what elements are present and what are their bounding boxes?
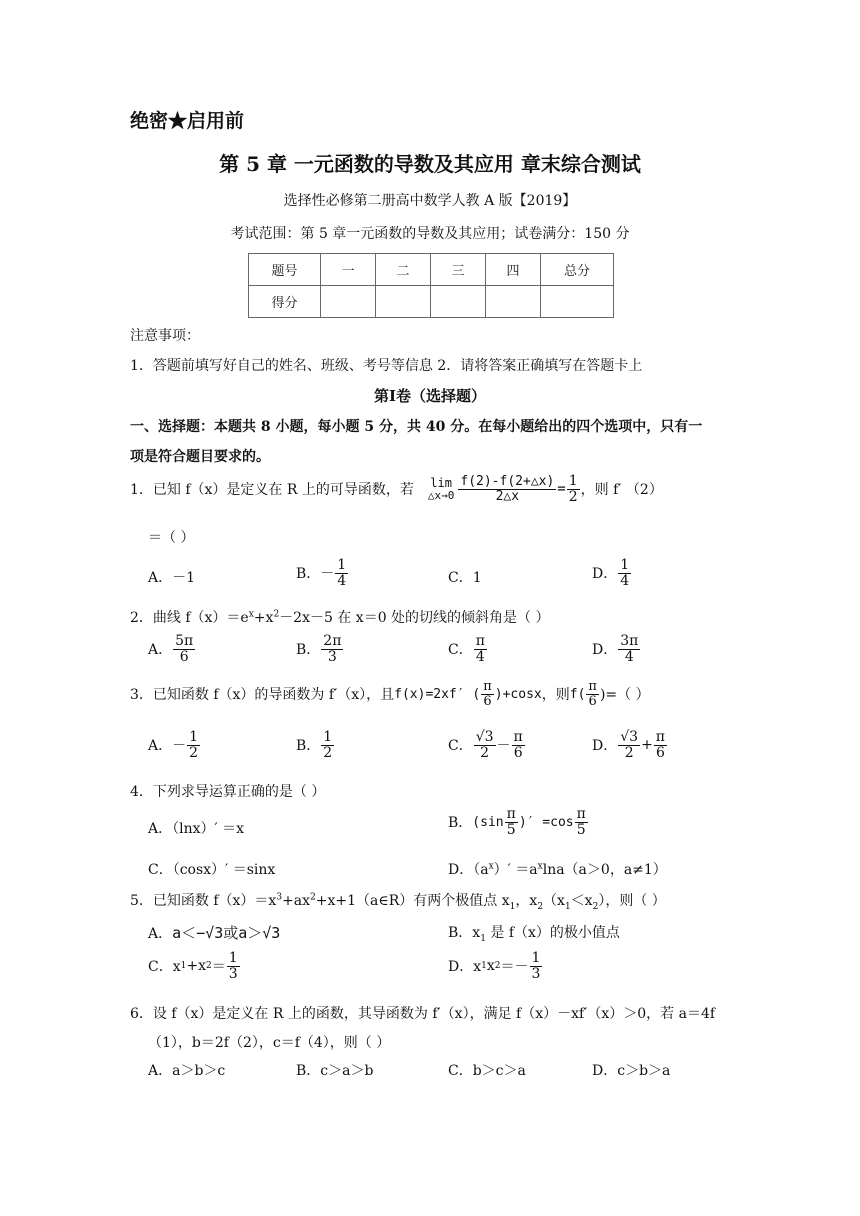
q2-option-b — [296, 634, 344, 664]
notes-title: 注意事项： — [130, 328, 200, 344]
frac-num: π — [576, 806, 586, 822]
frac-den: 2 — [480, 744, 490, 761]
q5-option-a — [148, 922, 280, 943]
q1-option-b-label: B． — [296, 566, 321, 583]
section1-line1: 一、选择题：本题共 8 小题，每小题 5 分，共 40 分。在每小题给出的四个选项中，只有一 — [130, 419, 703, 435]
question-3-stem — [130, 680, 650, 708]
q3-option-c-op: － — [496, 738, 511, 755]
q2-option-d-frac — [618, 634, 640, 664]
q1-eq: = — [557, 481, 566, 498]
question-6-line2: （1），b＝2f（2），c＝f（4），则（ ） — [148, 1035, 391, 1051]
q1-option-a: A．－1 — [148, 570, 196, 586]
q1-frac-den: 2△x — [495, 488, 520, 504]
q1-option-b-frac — [335, 558, 348, 588]
q3-expr3: f( — [569, 686, 586, 702]
q4-d-sup: x — [488, 861, 494, 872]
frac-num: π — [655, 729, 665, 745]
q4-option-b — [448, 807, 589, 837]
q3-option-b — [296, 730, 335, 760]
q5-option-d — [448, 951, 543, 981]
q1-frac-num: f(2)-f(2+△x) — [460, 474, 555, 490]
q3-option-a — [148, 730, 201, 760]
q2-sup2: 2 — [273, 609, 280, 620]
q5-b: +ax — [282, 893, 311, 909]
q1-post: ，则 f′ （2） — [580, 482, 663, 499]
q3-mid: ，则 — [541, 687, 570, 704]
score-header-cell: 题号 — [249, 254, 321, 286]
q1-lim: lim — [430, 475, 452, 490]
q1-option-b-sign: － — [320, 566, 335, 583]
score-cell — [431, 286, 486, 318]
q5-b-a: B．x — [448, 925, 481, 941]
q3-expr2: )+cosx — [494, 686, 542, 702]
score-header-cell: 三 — [431, 254, 486, 286]
q6-option-c: C．b＞c＞a — [448, 1063, 526, 1079]
frac-num: π — [513, 729, 523, 745]
q3-pi-over-6 — [481, 680, 494, 708]
question-6-line1: 6．设 f（x）是定义在 R 上的函数，其导函数为 f′（x），满足 f（x）－xf′（x）＞0，若 a＝4f — [130, 1006, 716, 1022]
q5-option-b — [448, 922, 620, 944]
q5-c-sub1: 1 — [180, 961, 187, 972]
score-table-header-row — [249, 254, 614, 286]
q5-c-label: C．x — [148, 959, 181, 976]
q1-rhs-fraction — [567, 474, 580, 504]
frac-den: 3 — [327, 648, 337, 665]
q1-pre: 1．已知 f（x）是定义在 R 上的可导函数，若 — [130, 482, 414, 499]
q1-limit — [428, 477, 455, 502]
q2-stem-end: －2x－5 在 x＝0 处的切线的倾斜角是（ ） — [279, 610, 550, 626]
q5-f: ＜x — [570, 893, 593, 909]
frac-den: 4 — [620, 572, 630, 589]
q5-b-end: 是 f（x）的极小值点 — [485, 925, 620, 941]
q5-d-sub2: 2 — [494, 961, 501, 972]
frac-den: 3 — [228, 965, 238, 982]
q2-stem-mid: +x — [253, 610, 274, 626]
q4-d-a: D．（a — [448, 862, 489, 878]
score-row-label: 得分 — [249, 286, 321, 318]
q1-option-c: C．1 — [448, 570, 482, 586]
q5-option-a-expr: a＜−√3或a＞√3 — [172, 924, 281, 942]
q5-a: 5．已知函数 f（x）＝x — [130, 893, 277, 909]
q5-option-c-frac — [227, 951, 240, 981]
q3-option-b-label: B． — [296, 738, 321, 755]
q2-option-b-label: B． — [296, 642, 321, 659]
q5-c-sub2: 2 — [205, 961, 212, 972]
q5-sup2: 2 — [310, 892, 316, 903]
question-5-stem — [130, 890, 666, 912]
frac-num: √3 — [620, 729, 639, 745]
q3-expr4: )=（ ） — [599, 687, 650, 704]
q1-option-d-frac — [618, 558, 631, 588]
q3-option-c-frac1 — [474, 730, 496, 760]
score-table-score-row — [249, 286, 614, 318]
q3-option-c — [448, 730, 526, 760]
exam-scope: 考试范围：第 5 章一元函数的导数及其应用；试卷满分：150 分 — [230, 226, 630, 242]
frac-num: 1 — [337, 557, 347, 573]
frac-num: 1 — [189, 729, 199, 745]
q3-option-d-op: + — [641, 737, 653, 754]
q2-stem: 2．曲线 f（x）＝e — [130, 610, 249, 626]
q4-option-b-pre: (sin — [472, 814, 504, 830]
question-1-stem — [130, 474, 663, 504]
frac-den: 2 — [189, 744, 199, 761]
frac-den: 2 — [624, 744, 634, 761]
q3-option-d-frac2 — [654, 730, 667, 760]
q4-option-b-frac1 — [505, 807, 518, 837]
q2-option-b-frac — [321, 634, 343, 664]
frac-den: 3 — [531, 965, 541, 982]
section1-line2: 项是符合题目要求的。 — [130, 449, 270, 465]
q3-pi-over-6-b — [586, 680, 599, 708]
frac-den: 4 — [475, 648, 485, 665]
q4-option-b-frac2 — [575, 807, 588, 837]
q5-option-a-label: A． — [148, 926, 173, 942]
q5-c-mid: +x — [186, 958, 206, 975]
q1-option-d-label: D． — [592, 566, 618, 583]
q5-d-sub1: 1 — [481, 961, 487, 972]
q2-sup1: x — [248, 609, 254, 620]
frac-num: 5π — [175, 633, 194, 649]
q3-option-b-frac — [321, 730, 334, 760]
q5-e: （x — [543, 893, 565, 909]
q1-rhs-num: 1 — [568, 473, 578, 489]
notes-line: 1．答题前填写好自己的姓名、班级、考号等信息 2．请将答案正确填写在答题卡上 — [130, 358, 643, 374]
q3-option-d — [592, 730, 668, 760]
frac-den: 6 — [513, 744, 523, 761]
q2-option-c-label: C． — [448, 642, 473, 659]
q5-sub3: 1 — [564, 901, 571, 912]
q5-option-d-frac — [530, 951, 543, 981]
q3-option-c-frac2 — [512, 730, 525, 760]
q3-option-c-label: C． — [448, 738, 473, 755]
page-subtitle: 选择性必修第二册高中数学人教 A 版【2019】 — [283, 193, 577, 209]
frac-den: 5 — [506, 821, 516, 838]
q3-option-a-label: A． — [148, 738, 173, 755]
frac-den: 5 — [576, 821, 586, 838]
question-4-stem: 4．下列求导运算正确的是（ ） — [130, 784, 326, 800]
frac-den: 4 — [624, 648, 634, 665]
q4-d-sup2: x — [537, 861, 543, 872]
q6-option-d: D．c＞b＞a — [592, 1063, 671, 1079]
score-cell — [541, 286, 614, 318]
score-header-cell: 总分 — [541, 254, 614, 286]
q3-option-a-sign: － — [172, 738, 187, 755]
q5-d-label: D．x — [448, 959, 482, 976]
frac-num: 1 — [620, 557, 630, 573]
score-cell — [486, 286, 541, 318]
q1-lim-sub: △x→0 — [427, 488, 455, 502]
part1-title: 第Ⅰ卷（选择题） — [373, 387, 487, 405]
q1-limit-fraction — [458, 475, 556, 503]
frac-num: 1 — [228, 950, 238, 966]
q3-option-d-label: D． — [592, 738, 618, 755]
frac-num: π — [483, 679, 492, 694]
q5-c: +x+1（a∈R）有两个极值点 x — [315, 893, 510, 909]
q4-d-c: lna（a＞0，a≠1） — [542, 862, 667, 878]
q1-rhs-den: 2 — [568, 488, 578, 505]
frac-den: 4 — [337, 572, 347, 589]
q5-b-sub: 1 — [480, 933, 486, 944]
frac-den: 6 — [655, 744, 665, 761]
q5-sub2: 2 — [537, 901, 544, 912]
q3-pre: 3．已知函数 f（x）的导函数为 f′（x），且 — [130, 687, 395, 704]
q5-d: ，x — [515, 893, 538, 909]
score-table — [248, 253, 614, 318]
q5-g: ），则（ ） — [598, 893, 666, 909]
q5-sub1: 1 — [509, 901, 516, 912]
q4-d-b: ）′ ＝a — [493, 862, 538, 878]
score-header-cell: 四 — [486, 254, 541, 286]
frac-num: 1 — [323, 729, 333, 745]
question-2-stem — [130, 607, 550, 627]
question-1-cont: ＝（ ） — [148, 530, 195, 546]
secret-label: 绝密★启用前 — [130, 110, 245, 132]
frac-num: π — [475, 633, 485, 649]
q3-option-d-frac1 — [618, 730, 640, 760]
q1-option-d — [592, 558, 632, 588]
q4-option-c: C．（cosx）′ ＝sinx — [148, 862, 276, 878]
q3-expr1: f(x)=2xf′ ( — [394, 686, 481, 702]
q5-c-eq: ＝ — [211, 959, 226, 976]
q4-option-b-mid: )′ =cos — [518, 814, 574, 830]
q5-d-mid: x — [486, 958, 495, 975]
frac-den: 6 — [179, 648, 189, 665]
score-cell — [376, 286, 431, 318]
frac-num: 1 — [531, 950, 541, 966]
frac-num: π — [506, 806, 516, 822]
q3-option-a-frac — [187, 730, 200, 760]
q5-sup3: 3 — [276, 892, 283, 903]
frac-num: π — [588, 679, 597, 694]
q2-option-d-label: D． — [592, 642, 618, 659]
frac-den: 6 — [483, 693, 492, 709]
q5-d-eq: ＝－ — [500, 959, 529, 976]
score-header-cell: 一 — [321, 254, 376, 286]
q1-option-b — [296, 558, 349, 588]
q2-option-a-label: A． — [148, 642, 173, 659]
frac-num: 2π — [323, 633, 342, 649]
q2-option-c-frac — [474, 634, 487, 664]
q2-option-d — [592, 634, 641, 664]
q4-option-b-label: B． — [448, 815, 473, 832]
q4-option-a: A．（lnx）′ ＝x — [148, 821, 245, 837]
q6-option-b: B．c＞a＞b — [296, 1063, 374, 1079]
frac-den: 2 — [323, 744, 333, 761]
q2-option-c — [448, 634, 488, 664]
score-cell — [321, 286, 376, 318]
q5-sub4: 2 — [592, 901, 599, 912]
frac-num: 3π — [620, 633, 639, 649]
q4-option-d — [448, 859, 667, 879]
q5-option-c — [148, 951, 241, 981]
frac-num: √3 — [475, 729, 494, 745]
page-title: 第 5 章 一元函数的导数及其应用 章末综合测试 — [219, 152, 641, 176]
q2-option-a — [148, 634, 196, 664]
q2-option-a-frac — [173, 634, 195, 664]
q6-option-a: A．a＞b＞c — [148, 1063, 226, 1079]
frac-den: 6 — [588, 693, 597, 709]
score-header-cell: 二 — [376, 254, 431, 286]
